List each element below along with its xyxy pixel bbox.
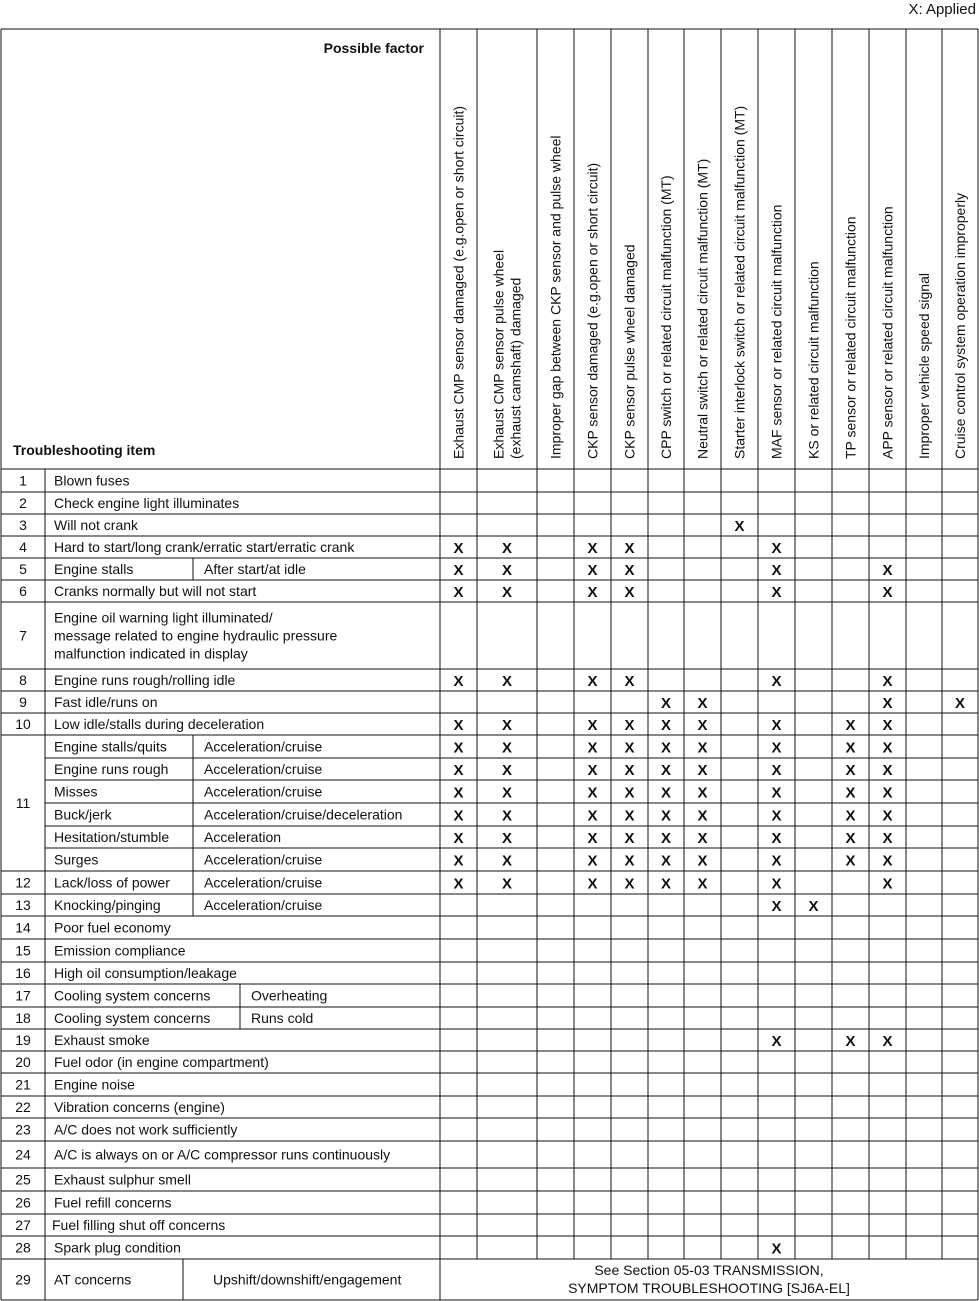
condition-label: Acceleration/cruise bbox=[204, 738, 323, 755]
applied-mark: X bbox=[453, 562, 464, 579]
applied-mark: X bbox=[660, 830, 672, 847]
row-number: 11 bbox=[15, 795, 31, 811]
condition-label: Runs cold bbox=[251, 1010, 314, 1026]
troubleshooting-item: Cooling system concerns bbox=[54, 987, 211, 1004]
applied-mark: X bbox=[587, 807, 598, 825]
applied-mark: X bbox=[697, 762, 708, 779]
applied-mark: X bbox=[954, 695, 966, 712]
row-number: 20 bbox=[15, 1054, 31, 1070]
applied-mark: X bbox=[660, 807, 672, 825]
applied-mark: X bbox=[453, 717, 464, 734]
applied-mark: X bbox=[453, 739, 464, 757]
applied-mark: X bbox=[734, 518, 745, 535]
troubleshooting-item: malfunction indicated in display bbox=[54, 645, 248, 662]
applied-mark: X bbox=[501, 852, 513, 870]
applied-mark: X bbox=[501, 762, 513, 779]
condition-label: Acceleration/cruise bbox=[204, 783, 323, 800]
factor-label: Cruise control system operation improperly bbox=[952, 192, 968, 459]
applied-mark: X bbox=[771, 1033, 782, 1050]
row-number: 14 bbox=[15, 919, 31, 936]
troubleshooting-item: Cranks normally but will not start bbox=[54, 583, 257, 599]
applied-mark: X bbox=[697, 739, 708, 757]
applied-mark: X bbox=[845, 852, 856, 870]
applied-mark: X bbox=[660, 784, 672, 802]
row-number: 26 bbox=[15, 1194, 31, 1211]
applied-mark: X bbox=[882, 1033, 893, 1050]
applied-mark: X bbox=[697, 717, 708, 734]
applied-mark: X bbox=[771, 898, 782, 915]
applied-mark: X bbox=[453, 852, 464, 870]
troubleshooting-item: Cooling system concerns bbox=[54, 1010, 211, 1026]
troubleshooting-item-header: Troubleshooting item bbox=[13, 442, 156, 458]
factor-label: APP sensor or related circuit malfunction bbox=[879, 206, 896, 459]
troubleshooting-item: Check engine light illuminates bbox=[54, 495, 240, 511]
row-number: 15 bbox=[15, 942, 31, 959]
applied-mark: X bbox=[771, 762, 782, 779]
applied-mark: X bbox=[453, 673, 464, 690]
troubleshooting-item: AT concerns bbox=[54, 1271, 132, 1288]
applied-mark: X bbox=[882, 562, 893, 579]
applied-mark: X bbox=[882, 695, 893, 712]
troubleshooting-item: Engine stalls bbox=[54, 561, 134, 577]
factor-label: CKP sensor damaged (e.g.open or short circuit) bbox=[584, 162, 601, 459]
applied-mark: X bbox=[624, 762, 635, 779]
applied-mark: X bbox=[453, 584, 464, 601]
row-number: 8 bbox=[19, 672, 27, 688]
applied-mark: X bbox=[771, 875, 782, 893]
applied-mark: X bbox=[453, 830, 464, 847]
troubleshooting-item: Engine runs rough/rolling idle bbox=[54, 672, 236, 688]
applied-mark: X bbox=[660, 717, 672, 734]
applied-mark: X bbox=[882, 584, 893, 601]
applied-mark: X bbox=[660, 762, 672, 779]
troubleshooting-item: Hard to start/long crank/erratic start/erratic crank bbox=[54, 539, 355, 555]
applied-mark: X bbox=[587, 784, 598, 802]
applied-mark: X bbox=[453, 762, 464, 779]
condition-label: Upshift/downshift/engagement bbox=[213, 1271, 402, 1288]
applied-mark: X bbox=[771, 807, 782, 825]
row-number: 21 bbox=[15, 1076, 31, 1093]
applied-mark: X bbox=[501, 562, 513, 579]
applied-mark: X bbox=[624, 830, 635, 847]
troubleshooting-item: Exhaust sulphur smell bbox=[54, 1171, 191, 1188]
troubleshooting-item: Hesitation/stumble bbox=[54, 829, 170, 845]
troubleshooting-item: Misses bbox=[54, 783, 98, 800]
row-number: 2 bbox=[19, 495, 27, 511]
applied-mark: X bbox=[587, 875, 598, 893]
applied-mark: X bbox=[587, 717, 598, 734]
applied-mark: X bbox=[501, 673, 513, 690]
row-number: 17 bbox=[15, 987, 31, 1004]
applied-mark: X bbox=[771, 739, 782, 757]
troubleshooting-item: A/C does not work sufficiently bbox=[54, 1121, 238, 1138]
condition-label: After start/at idle bbox=[204, 561, 306, 577]
condition-label: Acceleration/cruise bbox=[204, 897, 323, 913]
factor-label: CKP sensor pulse wheel damaged bbox=[621, 244, 638, 459]
factor-label: Improper vehicle speed signal bbox=[916, 273, 932, 459]
row-number: 25 bbox=[15, 1171, 31, 1188]
applied-mark: X bbox=[587, 762, 598, 779]
applied-mark: X bbox=[624, 717, 635, 734]
troubleshooting-item: High oil consumption/leakage bbox=[54, 965, 237, 981]
factor-label: MAF sensor or related circuit malfunction bbox=[768, 204, 785, 459]
applied-mark: X bbox=[697, 807, 708, 825]
troubleshooting-item: Engine runs rough bbox=[54, 761, 169, 777]
applied-mark: X bbox=[501, 830, 513, 847]
applied-mark: X bbox=[624, 673, 635, 690]
troubleshooting-item: Poor fuel economy bbox=[54, 919, 171, 936]
applied-mark: X bbox=[845, 830, 856, 847]
applied-mark: X bbox=[660, 739, 672, 757]
row-number: 28 bbox=[15, 1239, 31, 1256]
condition-label: Acceleration/cruise bbox=[204, 851, 323, 868]
applied-mark: X bbox=[845, 717, 856, 734]
factor-label: CPP switch or related circuit malfunction (MT) bbox=[658, 175, 674, 459]
applied-mark: X bbox=[660, 875, 672, 893]
section-reference-note: See Section 05-03 TRANSMISSION, bbox=[594, 1262, 824, 1278]
row-number: 7 bbox=[19, 627, 27, 644]
applied-mark: X bbox=[501, 807, 513, 825]
row-number: 23 bbox=[15, 1121, 31, 1138]
factor-label: Starter interlock switch or related circuit malfunction (MT) bbox=[731, 105, 748, 459]
applied-mark: X bbox=[882, 807, 893, 825]
applied-mark: X bbox=[501, 584, 513, 601]
row-number: 27 bbox=[15, 1217, 31, 1233]
row-number: 9 bbox=[19, 694, 27, 710]
factor-label: Neutral switch or related circuit malfunction (MT) bbox=[694, 158, 711, 459]
condition-label: Acceleration/cruise bbox=[204, 874, 323, 891]
applied-mark: X bbox=[771, 540, 782, 557]
applied-mark: X bbox=[771, 717, 782, 734]
applied-mark: X bbox=[697, 784, 708, 802]
row-number: 29 bbox=[15, 1271, 31, 1288]
applied-mark: X bbox=[624, 739, 635, 757]
applied-mark: X bbox=[882, 830, 893, 847]
applied-mark: X bbox=[453, 807, 464, 825]
row-number: 22 bbox=[15, 1099, 31, 1115]
troubleshooting-item: Engine oil warning light illuminated/ bbox=[54, 609, 273, 626]
applied-mark: X bbox=[587, 852, 598, 870]
applied-mark: X bbox=[587, 739, 598, 757]
applied-mark: X bbox=[771, 673, 782, 690]
troubleshooting-item: Vibration concerns (engine) bbox=[54, 1099, 225, 1115]
row-number: 3 bbox=[19, 517, 27, 533]
troubleshooting-item: Will not crank bbox=[54, 517, 139, 533]
applied-mark: X bbox=[453, 875, 464, 893]
troubleshooting-item: Knocking/pinging bbox=[54, 897, 161, 913]
applied-mark: X bbox=[587, 673, 598, 690]
factor-label: Improper gap between CKP sensor and pulse wheel bbox=[547, 135, 564, 459]
condition-label: Acceleration/cruise bbox=[204, 761, 323, 777]
applied-mark: X bbox=[845, 1033, 856, 1050]
row-number: 4 bbox=[19, 539, 27, 555]
applied-mark: X bbox=[697, 852, 708, 870]
applied-mark: X bbox=[882, 717, 893, 734]
factor-label: (exhaust camshaft) damaged bbox=[507, 277, 524, 459]
applied-mark: X bbox=[882, 784, 893, 802]
applied-mark: X bbox=[587, 540, 598, 557]
factor-label: TP sensor or related circuit malfunction bbox=[842, 216, 859, 459]
applied-mark: X bbox=[697, 830, 708, 847]
condition-label: Acceleration/cruise/deceleration bbox=[204, 806, 403, 823]
applied-mark: X bbox=[501, 540, 513, 557]
row-number: 16 bbox=[15, 965, 31, 981]
applied-mark: X bbox=[771, 584, 782, 601]
applied-mark: X bbox=[501, 784, 513, 802]
row-number: 6 bbox=[19, 583, 27, 599]
troubleshooting-item: Emission compliance bbox=[54, 942, 186, 959]
row-number: 24 bbox=[15, 1146, 31, 1163]
applied-mark: X bbox=[882, 852, 893, 870]
applied-mark: X bbox=[882, 875, 893, 893]
factor-label: KS or related circuit malfunction bbox=[805, 261, 822, 459]
row-number: 19 bbox=[15, 1032, 31, 1048]
applied-mark: X bbox=[587, 562, 598, 579]
applied-mark: X bbox=[845, 784, 856, 802]
troubleshooting-item: A/C is always on or A/C compressor runs continuously bbox=[54, 1146, 391, 1163]
applied-mark: X bbox=[624, 562, 635, 579]
applied-mark: X bbox=[501, 739, 513, 757]
applied-mark: X bbox=[882, 673, 893, 690]
applied-mark: X bbox=[697, 875, 708, 893]
applied-mark: X bbox=[771, 852, 782, 870]
applied-mark: X bbox=[808, 898, 819, 915]
troubleshooting-item: Lack/loss of power bbox=[54, 874, 170, 891]
applied-mark: X bbox=[771, 784, 782, 802]
factor-label: Exhaust CMP sensor damaged (e.g.open or short circuit) bbox=[450, 105, 467, 459]
troubleshooting-item: Exhaust smoke bbox=[54, 1032, 150, 1048]
troubleshooting-item: Spark plug condition bbox=[54, 1239, 181, 1256]
troubleshooting-item: Blown fuses bbox=[54, 472, 130, 489]
applied-mark: X bbox=[453, 540, 464, 557]
applied-mark: X bbox=[845, 807, 856, 825]
legend: X: Applied bbox=[908, 1, 976, 18]
applied-mark: X bbox=[624, 784, 635, 802]
applied-mark: X bbox=[501, 875, 513, 893]
possible-factor-header: Possible factor bbox=[323, 40, 424, 56]
condition-label: Overheating bbox=[251, 987, 328, 1004]
row-number: 5 bbox=[19, 561, 27, 577]
troubleshooting-item: Buck/jerk bbox=[54, 806, 112, 823]
troubleshooting-item: Surges bbox=[54, 851, 99, 868]
applied-mark: X bbox=[624, 875, 635, 893]
condition-label: Acceleration bbox=[204, 829, 282, 845]
row-number: 1 bbox=[19, 472, 27, 489]
applied-mark: X bbox=[501, 717, 513, 734]
row-number: 10 bbox=[15, 716, 31, 732]
section-reference-note: SYMPTOM TROUBLESHOOTING [SJ6A-EL] bbox=[568, 1280, 850, 1296]
applied-mark: X bbox=[453, 784, 464, 802]
troubleshooting-item: message related to engine hydraulic pressure bbox=[54, 627, 338, 644]
troubleshooting-item: Fuel filling shut off concerns bbox=[52, 1217, 226, 1233]
applied-mark: X bbox=[624, 540, 635, 557]
applied-mark: X bbox=[771, 1240, 782, 1258]
applied-mark: X bbox=[587, 584, 598, 601]
applied-mark: X bbox=[845, 739, 856, 757]
applied-mark: X bbox=[624, 852, 635, 870]
row-number: 13 bbox=[15, 897, 31, 913]
applied-mark: X bbox=[882, 739, 893, 757]
troubleshooting-item: Low idle/stalls during deceleration bbox=[54, 716, 265, 732]
troubleshooting-item: Engine noise bbox=[54, 1076, 135, 1093]
applied-mark: X bbox=[660, 852, 672, 870]
applied-mark: X bbox=[660, 695, 672, 712]
factor-label: Exhaust CMP sensor pulse wheel bbox=[490, 249, 507, 459]
applied-mark: X bbox=[771, 562, 782, 579]
applied-mark: X bbox=[624, 807, 635, 825]
applied-mark: X bbox=[882, 762, 893, 779]
troubleshooting-item: Fast idle/runs on bbox=[54, 694, 158, 710]
applied-mark: X bbox=[697, 695, 708, 712]
applied-mark: X bbox=[624, 584, 635, 601]
troubleshooting-item: Fuel odor (in engine compartment) bbox=[54, 1054, 269, 1070]
applied-mark: X bbox=[771, 830, 782, 847]
row-number: 18 bbox=[15, 1010, 31, 1026]
applied-mark: X bbox=[587, 830, 598, 847]
troubleshooting-item: Engine stalls/quits bbox=[54, 738, 167, 755]
applied-mark: X bbox=[845, 762, 856, 779]
troubleshooting-item: Fuel refill concerns bbox=[54, 1194, 172, 1211]
row-number: 12 bbox=[15, 874, 31, 891]
